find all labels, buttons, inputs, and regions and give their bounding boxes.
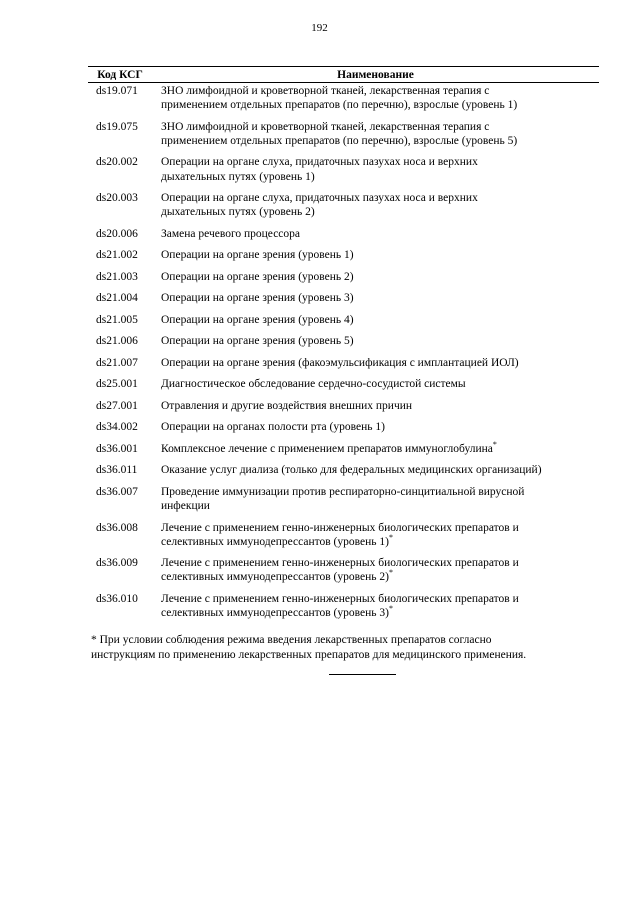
row-name-line xyxy=(161,248,599,262)
row-name-text: Диагностическое обследование сердечно-сосудистой системы xyxy=(161,378,466,391)
table-row xyxy=(88,270,599,284)
row-name xyxy=(152,291,599,305)
row-code: ds21.002 xyxy=(96,249,138,262)
row-name xyxy=(152,313,599,327)
row-name-line xyxy=(161,606,599,620)
table-row xyxy=(88,191,599,219)
row-name xyxy=(152,592,599,620)
row-code: ds34.002 xyxy=(96,421,138,434)
row-name xyxy=(152,84,599,112)
table-row xyxy=(88,420,599,434)
row-code: ds21.003 xyxy=(96,270,138,283)
row-name-text: ЗНО лимфоидной и кроветворной тканей, лекарственная терапия с xyxy=(161,85,490,97)
row-name-text: Операции на органе зрения (уровень 3) xyxy=(161,292,354,305)
table-row xyxy=(88,463,599,477)
row-name xyxy=(152,463,599,477)
row-name-text: Лечение с применением генно-инженерных биологических препаратов и xyxy=(161,521,519,534)
row-code: ds21.004 xyxy=(96,292,138,305)
row-code: ds36.010 xyxy=(96,592,138,605)
row-name-line xyxy=(161,420,599,434)
table-row xyxy=(88,155,599,183)
row-name xyxy=(152,191,599,219)
row-name-line xyxy=(161,356,599,370)
row-name-line xyxy=(161,84,599,98)
row-name-text: селективных иммунодепрессантов (уровень 3) xyxy=(161,607,389,620)
table-row xyxy=(88,556,599,584)
row-code: ds36.011 xyxy=(96,464,138,477)
row-code: ds21.006 xyxy=(96,335,138,348)
row-name-text: Операции на органе зрения (уровень 1) xyxy=(161,249,354,262)
table-row xyxy=(88,84,599,112)
row-name xyxy=(152,521,599,549)
row-name-text: Отравления и другие воздействия внешних причин xyxy=(161,399,413,412)
row-name xyxy=(152,155,599,183)
row-code: ds21.007 xyxy=(96,356,138,369)
row-name-line xyxy=(161,463,599,477)
row-name xyxy=(152,227,599,241)
table-row xyxy=(88,592,599,620)
row-name-line xyxy=(161,170,599,184)
row-name-line xyxy=(161,291,599,305)
row-name-line xyxy=(161,485,599,499)
row-name-text: Операции на органе зрения (уровень 2) xyxy=(161,270,354,283)
row-name-line xyxy=(161,377,599,391)
row-code: ds36.009 xyxy=(96,557,138,570)
row-name-text: селективных иммунодепрессантов (уровень 2) xyxy=(161,571,389,584)
row-name-line xyxy=(161,521,599,535)
header-name: Наименование xyxy=(337,68,414,81)
row-code: ds27.001 xyxy=(96,399,138,412)
footnote-marker: * xyxy=(388,568,393,578)
row-name-text: инфекции xyxy=(161,500,210,513)
row-name-line xyxy=(161,439,599,456)
row-name-line xyxy=(161,313,599,327)
row-name-text: Комплексное лечение с применением препаратов иммуноглобулина xyxy=(161,442,493,455)
footnote-marker: * xyxy=(492,439,497,449)
row-name-line xyxy=(161,98,599,112)
row-name-line xyxy=(161,592,599,606)
row-name-text: Проведение иммунизации против респираторно-синцитиальной вирусной xyxy=(161,485,525,498)
row-code: ds20.003 xyxy=(96,192,138,205)
row-code: ds36.008 xyxy=(96,521,138,534)
row-name-line xyxy=(161,134,599,148)
row-name-text: Операции на органе слуха, придаточных пазухах носа и верхних xyxy=(161,192,478,205)
row-name xyxy=(152,120,599,148)
row-name-line xyxy=(161,205,599,219)
row-name xyxy=(152,439,599,456)
row-name-text: применением отдельных препаратов (по перечню), взрослые (уровень 1) xyxy=(161,99,518,112)
row-name xyxy=(152,377,599,391)
row-name xyxy=(152,356,599,370)
table-row xyxy=(88,313,599,327)
row-name-line xyxy=(161,556,599,570)
ksg-table xyxy=(88,66,599,628)
footnote-line: * При условии соблюдения режима введения лекарственных препаратов согласно xyxy=(91,634,492,646)
row-name-text: Лечение с применением генно-инженерных биологических препаратов и xyxy=(161,592,519,605)
footnote-line: инструкциям по применению лекарственных препаратов для медицинского применения. xyxy=(91,648,527,661)
row-code: ds20.006 xyxy=(96,227,138,240)
row-name-line xyxy=(161,532,599,549)
footnote-marker: * xyxy=(388,604,393,614)
table-row xyxy=(88,399,599,413)
table-row xyxy=(88,291,599,305)
footnote-marker: * xyxy=(388,532,393,542)
row-name-text: Операции на органе зрения (факоэмульсификация с имплантацией ИОЛ) xyxy=(161,356,519,369)
page-number: 192 xyxy=(311,22,328,34)
end-rule xyxy=(329,674,396,675)
row-name-line xyxy=(161,270,599,284)
row-name-text: Операции на органах полости рта (уровень 1) xyxy=(161,421,385,434)
row-name-line xyxy=(161,499,599,513)
row-code: ds25.001 xyxy=(96,378,138,391)
row-name-line xyxy=(161,227,599,241)
row-name xyxy=(152,556,599,584)
table-row xyxy=(88,356,599,370)
row-name xyxy=(152,248,599,262)
row-name-text: дыхательных путях (уровень 2) xyxy=(161,206,315,219)
row-name-text: Операции на органе слуха, придаточных пазухах носа и верхних xyxy=(161,156,478,169)
row-name xyxy=(152,485,599,513)
row-name-text: ЗНО лимфоидной и кроветворной тканей, лекарственная терапия с xyxy=(161,120,490,133)
table-row xyxy=(88,377,599,391)
row-name xyxy=(152,270,599,284)
table-row xyxy=(88,227,599,241)
table-row xyxy=(88,521,599,549)
footnote xyxy=(91,633,601,662)
table-header xyxy=(88,66,599,83)
table-row xyxy=(88,334,599,348)
header-code: Код КСГ xyxy=(97,68,143,81)
row-code: ds21.005 xyxy=(96,313,138,326)
table-row xyxy=(88,120,599,148)
row-name-text: Замена речевого процессора xyxy=(161,227,301,240)
row-name-text: Лечение с применением генно-инженерных биологических препаратов и xyxy=(161,557,519,570)
row-name-text: дыхательных путях (уровень 1) xyxy=(161,170,315,183)
row-code: ds19.075 xyxy=(96,120,138,133)
table-row xyxy=(88,485,599,513)
row-name xyxy=(152,399,599,413)
row-name-text: селективных иммунодепрессантов (уровень 1) xyxy=(161,535,389,548)
row-name xyxy=(152,334,599,348)
row-name xyxy=(152,420,599,434)
row-name-line xyxy=(161,399,599,413)
table-row xyxy=(88,439,599,456)
table-row xyxy=(88,248,599,262)
row-name-text: Операции на органе зрения (уровень 5) xyxy=(161,335,354,348)
row-code: ds36.001 xyxy=(96,442,138,455)
row-name-text: Оказание услуг диализа (только для федеральных медицинских организаций) xyxy=(161,464,542,477)
row-name-line xyxy=(161,334,599,348)
row-name-text: применением отдельных препаратов (по перечню), взрослые (уровень 5) xyxy=(161,134,518,147)
row-name-line xyxy=(161,155,599,169)
row-name-line xyxy=(161,191,599,205)
row-name-line xyxy=(161,120,599,134)
row-name-text: Операции на органе зрения (уровень 4) xyxy=(161,313,354,326)
row-code: ds19.071 xyxy=(96,85,138,97)
row-code: ds20.002 xyxy=(96,156,138,169)
table-body xyxy=(88,83,599,620)
row-code: ds36.007 xyxy=(96,485,138,498)
row-name-line xyxy=(161,570,599,584)
